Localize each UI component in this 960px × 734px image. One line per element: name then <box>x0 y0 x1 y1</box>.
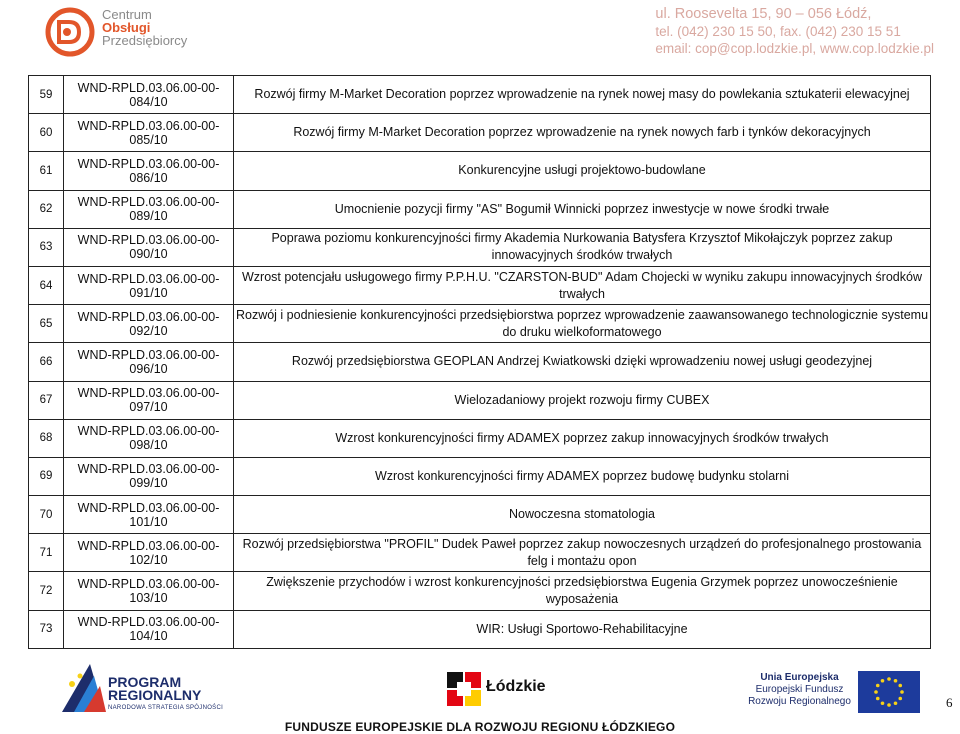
row-code <box>64 228 234 266</box>
row-number: 63 <box>29 228 64 266</box>
eu-star-icon <box>894 679 898 683</box>
row-number: 62 <box>29 190 64 228</box>
row-code-line: 096/10 <box>129 361 168 376</box>
row-code-line: WND-RPLD.03.06.00-00- <box>77 577 220 592</box>
row-title: Zwiększenie przychodów i wzrost konkurencyjności przedsiębiorstwa Eugenia Grzymek poprzez unowocześnienie wyposażenia <box>234 572 931 610</box>
row-code-line: 092/10 <box>129 323 168 338</box>
row-number: 72 <box>29 572 64 610</box>
table-row <box>29 76 931 114</box>
eu-star-icon <box>881 679 885 683</box>
row-title: Rozwój i podniesienie konkurencyjności przedsiębiorstwa poprzez wprowadzenie zaawansowanego technologicznie systemu do druku wielkoformatowego <box>234 305 931 343</box>
row-number: 68 <box>29 419 64 457</box>
row-code-line: 103/10 <box>129 591 168 606</box>
page-header <box>0 0 960 64</box>
pr-title-line-1: PROGRAM <box>108 674 182 690</box>
row-code-line: WND-RPLD.03.06.00-00- <box>77 386 220 401</box>
row-code-line: WND-RPLD.03.06.00-00- <box>77 615 220 630</box>
row-title: Rozwój przedsiębiorstwa "PROFIL" Dudek Paweł poprzez zakup nowoczesnych urządzeń do profesjonalnego prostowania felg i montażu opon <box>234 534 931 572</box>
row-code-line: 089/10 <box>129 209 168 224</box>
row-code <box>64 266 234 304</box>
row-title: Umocnienie pozycji firmy "AS" Bogumił Winnicki poprzez inwestycje w nowe środki trwałe <box>234 190 931 228</box>
page-number: 6 <box>946 695 953 710</box>
row-code <box>64 496 234 534</box>
eu-line-1: Unia Europejska <box>760 672 839 683</box>
row-code-line: WND-RPLD.03.06.00-00- <box>77 195 220 210</box>
table-row <box>29 343 931 381</box>
row-title: Wzrost potencjału usługowego firmy P.P.H.U. "CZARSTON-BUD" Adam Chojecki w wyniku zakupu innowacyjnych środków trwałych <box>234 266 931 304</box>
row-code <box>64 190 234 228</box>
row-code-line: 098/10 <box>129 438 168 453</box>
contact-email: email: cop@cop.lodzkie.pl, www.cop.lodzkie.pl <box>655 41 934 56</box>
row-title: Rozwój przedsiębiorstwa GEOPLAN Andrzej Kwiatkowski dzięki wprowadzeniu nowej usługi geodezyjnej <box>234 343 931 381</box>
eu-star-icon <box>898 697 902 701</box>
eu-line-2: Europejski Fundusz <box>755 684 844 695</box>
row-code-line: WND-RPLD.03.06.00-00- <box>77 462 220 477</box>
row-code-line: 086/10 <box>129 170 168 185</box>
row-number: 71 <box>29 534 64 572</box>
contact-address: ul. Roosevelta 15, 90 – 056 Łódź, <box>655 6 872 22</box>
row-number: 70 <box>29 496 64 534</box>
row-title: WIR: Usługi Sportowo-Rehabilitacyjne <box>234 610 931 648</box>
row-code-line: WND-RPLD.03.06.00-00- <box>77 118 220 133</box>
table-row <box>29 152 931 190</box>
pr-subtitle: NARODOWA STRATEGIA SPÓJNOŚCI <box>108 705 224 711</box>
contact-phone: tel. (042) 230 15 50, fax. (042) 230 15 51 <box>655 24 901 39</box>
table-row <box>29 419 931 457</box>
row-code-line: WND-RPLD.03.06.00-00- <box>77 271 220 286</box>
row-code-line: WND-RPLD.03.06.00-00- <box>77 233 220 248</box>
projects-table-body <box>29 76 931 649</box>
eu-flag-icon <box>858 671 920 713</box>
row-code-line: 104/10 <box>129 629 168 644</box>
row-code-line: 097/10 <box>129 400 168 415</box>
logo-line-1: Centrum <box>102 7 152 22</box>
row-code-line: 102/10 <box>129 552 168 567</box>
row-code <box>64 343 234 381</box>
table-row <box>29 190 931 228</box>
eu-star-icon <box>876 697 880 701</box>
table-row <box>29 496 931 534</box>
eu-line-3: Rozwoju Regionalnego <box>748 696 851 707</box>
row-code-line: WND-RPLD.03.06.00-00- <box>77 538 220 553</box>
row-code <box>64 457 234 495</box>
eu-star-icon <box>894 701 898 705</box>
footer-label: FUNDUSZE EUROPEJSKIE DLA ROZWOJU REGIONU ŁÓDZKIEGO <box>284 720 676 734</box>
row-code-line: WND-RPLD.03.06.00-00- <box>77 309 220 324</box>
row-code-line: WND-RPLD.03.06.00-00- <box>77 80 220 95</box>
row-code <box>64 114 234 152</box>
row-code-line: WND-RPLD.03.06.00-00- <box>77 500 220 515</box>
eu-fund-text <box>742 672 857 708</box>
row-number: 69 <box>29 457 64 495</box>
eu-star-icon <box>881 701 885 705</box>
row-title: Rozwój firmy M-Market Decoration poprzez wprowadzenie na rynek nowych farb i tynków dekoracyjnych <box>234 114 931 152</box>
table-row <box>29 457 931 495</box>
row-code <box>64 152 234 190</box>
row-title: Rozwój firmy M-Market Decoration poprzez wprowadzenie na rynek nowej masy do powlekania sztukaterii elewacyjnej <box>234 76 931 114</box>
row-number: 61 <box>29 152 64 190</box>
row-code-line: 090/10 <box>129 247 168 262</box>
row-code <box>64 305 234 343</box>
table-row <box>29 610 931 648</box>
contact-info <box>655 6 934 57</box>
row-code-line: 099/10 <box>129 476 168 491</box>
row-number: 67 <box>29 381 64 419</box>
table-row <box>29 572 931 610</box>
row-code-line: WND-RPLD.03.06.00-00- <box>77 156 220 171</box>
eu-star-icon <box>876 684 880 688</box>
row-number: 66 <box>29 343 64 381</box>
row-title: Wzrost konkurencyjności firmy ADAMEX poprzez zakup innowacyjnych środków trwałych <box>234 419 931 457</box>
row-number: 73 <box>29 610 64 648</box>
table-row <box>29 114 931 152</box>
row-number: 64 <box>29 266 64 304</box>
lodzkie-name: Łódzkie <box>486 678 546 695</box>
table-row <box>29 305 931 343</box>
row-code <box>64 572 234 610</box>
eu-star-icon <box>887 677 891 681</box>
eu-star-icon <box>900 690 904 694</box>
row-title: Konkurencyjne usługi projektowo-budowlane <box>234 152 931 190</box>
row-title: Poprawa poziomu konkurencyjności firmy Akademia Nurkowania Batysfera Krzysztof Mikołajczyk poprzez zakup innowacyjnych środków trwałych <box>234 228 931 266</box>
logo-line-3: Przedsiębiorcy <box>102 33 188 48</box>
row-code-line: 085/10 <box>129 132 168 147</box>
table-row <box>29 266 931 304</box>
projects-table <box>28 75 931 649</box>
pr-title-line-2: REGIONALNY <box>108 687 202 703</box>
row-code-line: WND-RPLD.03.06.00-00- <box>77 424 220 439</box>
row-code-line: 101/10 <box>129 514 168 529</box>
row-code-line: 084/10 <box>129 94 168 109</box>
row-number: 59 <box>29 76 64 114</box>
eu-star-icon <box>887 703 891 707</box>
eu-star-icon <box>898 684 902 688</box>
table-row <box>29 534 931 572</box>
row-code <box>64 76 234 114</box>
program-regionalny-title <box>108 676 201 702</box>
row-code-line: 091/10 <box>129 285 168 300</box>
logo-text <box>102 8 187 47</box>
row-code <box>64 381 234 419</box>
row-title: Wielozadaniowy projekt rozwoju firmy CUBEX <box>234 381 931 419</box>
table-row <box>29 381 931 419</box>
row-title: Nowoczesna stomatologia <box>234 496 931 534</box>
eu-star-icon <box>874 690 878 694</box>
table-row <box>29 228 931 266</box>
row-code <box>64 534 234 572</box>
row-code <box>64 419 234 457</box>
row-number: 60 <box>29 114 64 152</box>
row-number: 65 <box>29 305 64 343</box>
row-title: Wzrost konkurencyjności firmy ADAMEX poprzez budowę budynku stolarni <box>234 457 931 495</box>
row-code-line: WND-RPLD.03.06.00-00- <box>77 347 220 362</box>
page-footer <box>0 650 960 733</box>
row-code <box>64 610 234 648</box>
logo-line-2: Obsługi <box>102 20 151 35</box>
